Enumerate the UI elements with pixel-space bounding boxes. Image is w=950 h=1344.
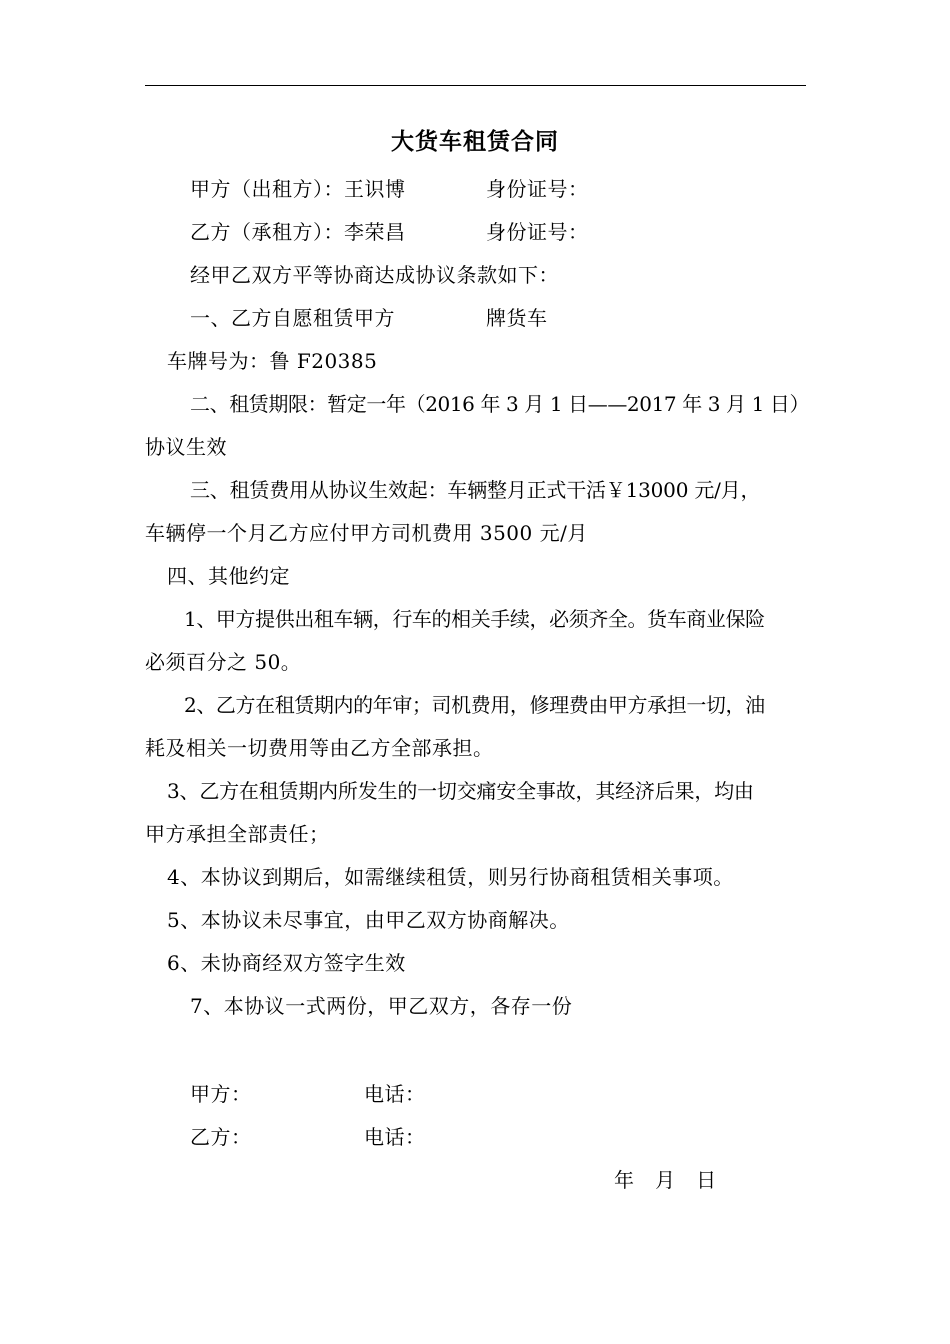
clause-4-title: 四、其他约定: [167, 564, 290, 588]
party-b-label: 乙方（承租方）：: [190, 220, 344, 244]
clause-2-line-2: 协议生效: [145, 435, 227, 459]
party-a-id-label: 身份证号：: [486, 177, 589, 201]
item-7: 7、本协议一式两份，甲乙双方，各存一份: [190, 994, 573, 1018]
item-4: 4、本协议到期后，如需继续租赁，则另行协商租赁相关事项。: [167, 865, 734, 889]
item-6: 6、未协商经双方签字生效: [167, 951, 406, 975]
clause-2-line-1: 二、租赁期限：暂定一年（2016 年 3 月 1 日——2017 年 3 月 1 日）: [190, 392, 810, 416]
signature-date: 年 月 日: [614, 1168, 717, 1192]
clause-1-a: 一、乙方自愿租赁甲方: [190, 306, 395, 330]
header-rule: [145, 85, 806, 86]
party-a-label: 甲方（出租方）：: [190, 177, 344, 201]
item-2-line-2: 耗及相关一切费用等由乙方全部承担。: [145, 736, 494, 760]
clause-1-b: 牌货车: [486, 306, 548, 330]
signature-party-a: 甲方：: [190, 1082, 252, 1106]
signature-party-b: 乙方：: [190, 1125, 252, 1149]
party-a-name: 王识博: [344, 177, 406, 201]
item-1-line-1: 1、甲方提供出租车辆，行车的相关手续，必须齐全。货车商业保险: [184, 607, 765, 631]
item-1-line-2: 必须百分之 50。: [145, 650, 302, 674]
item-3-line-2: 甲方承担全部责任；: [145, 822, 330, 846]
party-b-line: [190, 218, 406, 246]
party-b-name: 李荣昌: [344, 220, 406, 244]
intro-text: 经甲乙双方平等协商达成协议条款如下：: [190, 263, 559, 287]
plate-number: 车牌号为：鲁 F20385: [167, 349, 378, 373]
document-title: 大货车租赁合同: [391, 128, 559, 155]
clause-3-line-2: 车辆停一个月乙方应付甲方司机费用 3500 元/月: [145, 521, 588, 545]
signature-phone-a: 电话：: [364, 1082, 426, 1106]
item-5: 5、本协议未尽事宜，由甲乙双方协商解决。: [167, 908, 570, 932]
item-3-line-1: 3、乙方在租赁期内所发生的一切交痛安全事故，其经济后果，均由: [167, 779, 754, 803]
signature-phone-b: 电话：: [364, 1125, 426, 1149]
clause-3-line-1: 三、租赁费用从协议生效起：车辆整月正式干活￥13000 元/月，: [190, 478, 761, 502]
party-a-line: [190, 175, 406, 203]
party-b-id-label: 身份证号：: [486, 220, 589, 244]
item-2-line-1: 2、乙方在租赁期内的年审；司机费用，修理费由甲方承担一切，油: [184, 693, 765, 717]
